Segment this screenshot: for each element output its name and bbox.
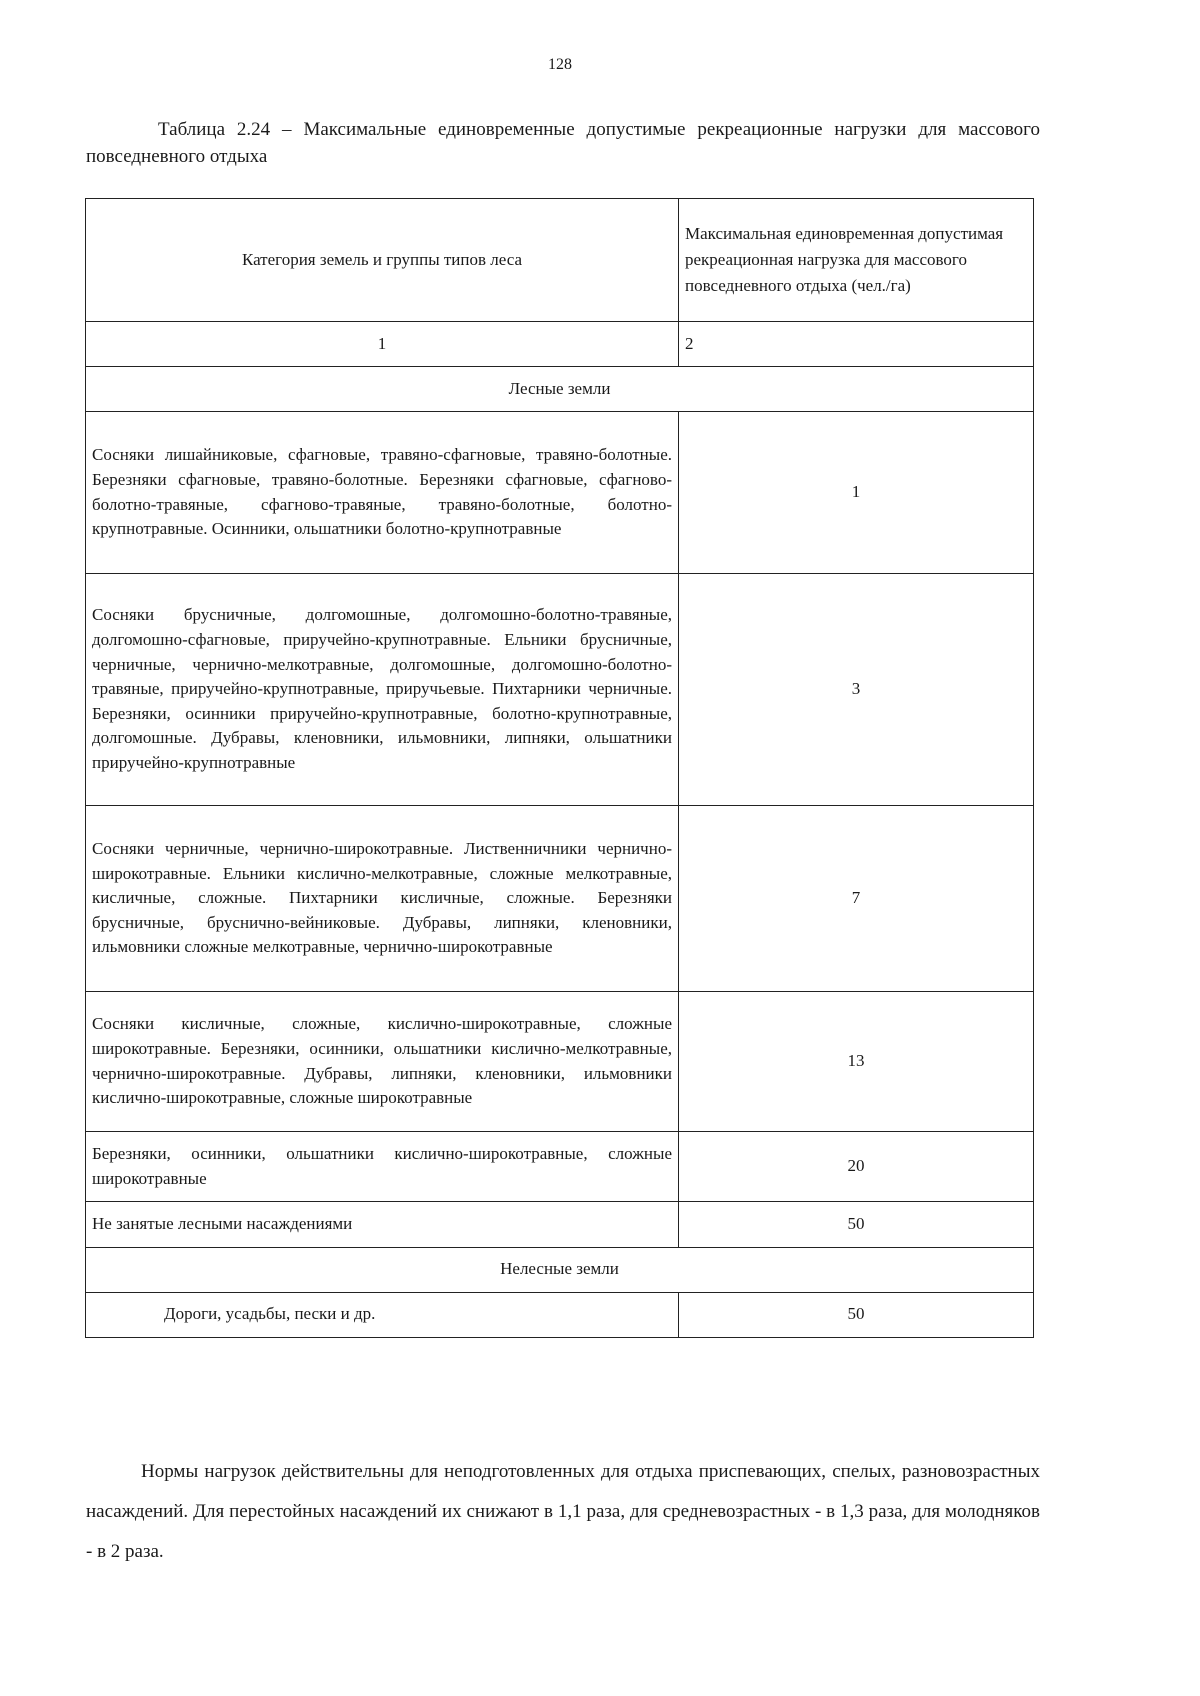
row-category: Сосняки черничные, чернично-широкотравные. Лиственничники чернично-широкотравные. Ельники кислично-мелкотравные, сложные мелкотравные, кисличные, сложные. Пихтарники кисличные, сложные. Березняки брусничные, бруснично-вейниковые. Дубравы, липняки, кленовники, ильмовники сложные мелкотравные, чернично-широкотравные (86, 806, 679, 992)
row-category: Сосняки кисличные, сложные, кислично-широкотравные, сложные широкотравные. Березняки, осинники, ольшатники кислично-мелкотравные, чернично-широкотравные. Дубравы, липняки, кленовники, ильмовники кислично-широкотравные, сложные широкотравные (86, 992, 679, 1132)
section-title: Нелесные земли (86, 1247, 1034, 1292)
column-number-row (86, 322, 1034, 367)
table-caption-text: Таблица 2.24 – Максимальные единовременные допустимые рекреационные нагрузки для массового повседневного отдыха (86, 119, 1040, 167)
header-max-load: Максимальная единовременная допустимая рекреационная нагрузка для массового повседневного отдыха (чел./га) (679, 199, 1034, 322)
column-number-1: 1 (86, 322, 679, 367)
row-value: 20 (679, 1132, 1034, 1202)
row-value: 7 (679, 806, 1034, 992)
table-row (86, 992, 1034, 1132)
section-title: Лесные земли (86, 367, 1034, 412)
section-row-nonforest (86, 1247, 1034, 1292)
table-row (86, 1202, 1034, 1248)
page-number: 128 (548, 56, 572, 73)
table-caption (86, 116, 1040, 170)
row-category: Сосняки брусничные, долгомошные, долгомошно-болотно-травяные, долгомошно-сфагновые, приручейно-крупнотравные. Ельники брусничные, черничные, чернично-мелкотравные, долгомошные, долгомошно-болотно-травяные, приручейно-крупнотравные, приручьевые. Пихтарники черничные. Березняки, осинники приручейно-крупнотравные, болотно-крупнотравные, долгомошные. Дубравы, кленовники, ильмовники, липняки, ольшатники приручейно-крупнотравные (86, 574, 679, 806)
table-row (86, 1292, 1034, 1337)
table-header-row (86, 199, 1034, 322)
column-number-2: 2 (679, 322, 1034, 367)
table-row (86, 1132, 1034, 1202)
note-text: Нормы нагрузок действительны для неподготовленных для отдыха приспевающих, спелых, разновозрастных насаждений. Для перестойных насаждений их снижают в 1,1 раза, для средневозрастных - в 1,3 раза, для молодняков - в 2 раза. (86, 1461, 1040, 1562)
row-category: Березняки, осинники, ольшатники кислично-широкотравные, сложные широкотравные (86, 1132, 679, 1202)
note-paragraph (86, 1452, 1040, 1572)
row-value: 3 (679, 574, 1034, 806)
row-category: Дороги, усадьбы, пески и др. (86, 1292, 679, 1337)
row-category: Сосняки лишайниковые, сфагновые, травяно-сфагновые, травяно-болотные. Березняки сфагновые, травяно-болотные. Березняки сфагновые, сфагново-болотно-травяные, сфагново-травяные, травяно-болотные, болотно-крупнотравные. Осинники, ольшатники болотно-крупнотравные (86, 412, 679, 574)
row-value: 1 (679, 412, 1034, 574)
table-row (86, 574, 1034, 806)
recreational-load-table (85, 198, 1034, 1338)
table-row (86, 412, 1034, 574)
table-row (86, 806, 1034, 992)
row-value: 50 (679, 1202, 1034, 1248)
row-value: 13 (679, 992, 1034, 1132)
row-category: Не занятые лесными насаждениями (86, 1202, 679, 1248)
header-category: Категория земель и группы типов леса (86, 199, 679, 322)
section-row-forest (86, 367, 1034, 412)
row-value: 50 (679, 1292, 1034, 1337)
